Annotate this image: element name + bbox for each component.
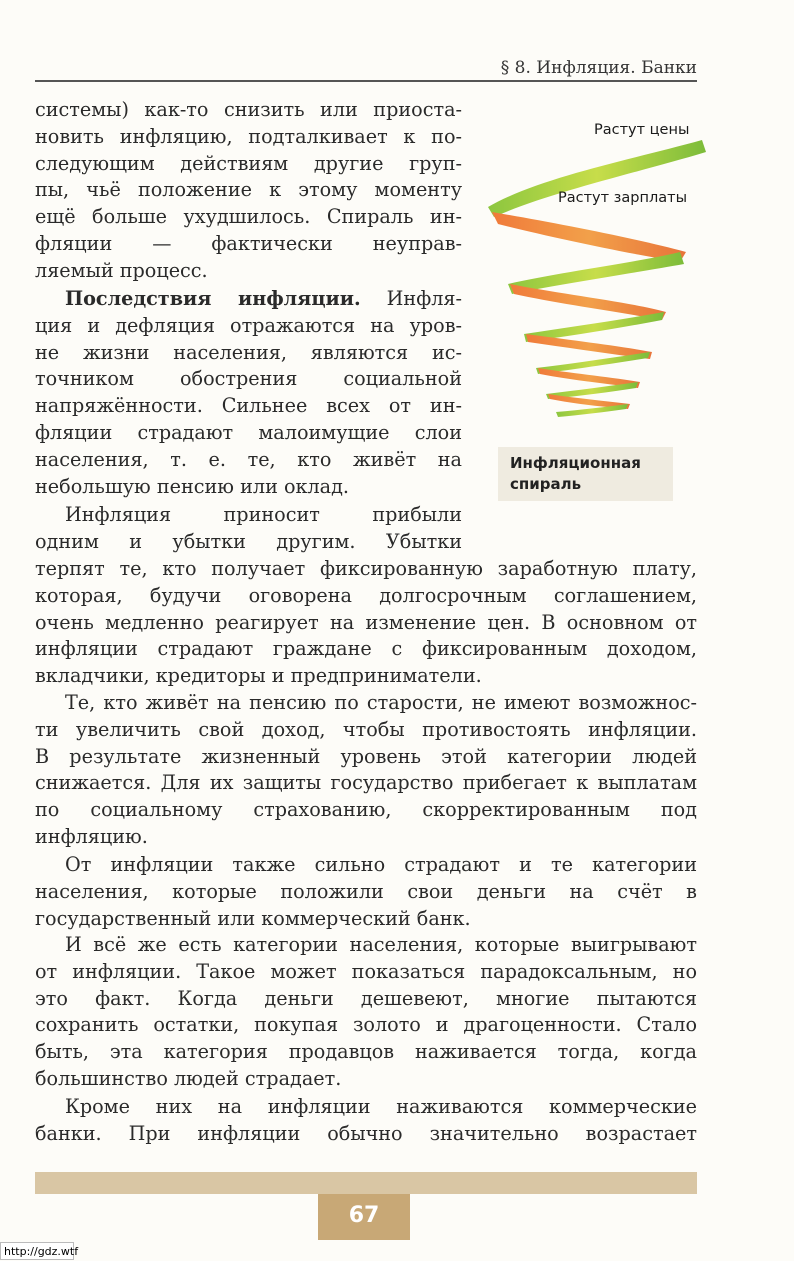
text-line: пы, чьё положение к этому моменту	[35, 178, 462, 202]
spiral-band-green	[508, 252, 684, 294]
text-span: Инфля-	[386, 287, 462, 310]
text-line: это факт. Когда деньги дешевеют, многие пытаются	[35, 986, 697, 1010]
paragraph-6	[35, 932, 697, 1093]
figure-caption	[510, 453, 680, 495]
text-line: инфляции страдают граждане с фиксированным доходом,	[35, 637, 697, 661]
spiral-band-orange	[492, 212, 686, 262]
text-line: не жизни населения, являются ис-	[35, 340, 462, 364]
paragraph-4	[35, 690, 697, 851]
text-line: новить инфляцию, подталкивает к по-	[35, 124, 462, 148]
page-number: 67	[348, 1203, 380, 1228]
text-line: точником обострения социальной	[35, 367, 462, 391]
text-line: большинство людей страдает.	[35, 1066, 342, 1090]
text-line: очень медленно реагирует на изменение цен. В основном от	[35, 610, 697, 634]
text-line: населения, т. е. те, кто живёт на	[35, 447, 462, 471]
caption-line: Инфляционная	[510, 454, 641, 472]
text-line: от инфляции. Такое может показаться парадоксальным, но	[35, 959, 697, 983]
label-wages: Растут зарплаты	[558, 190, 688, 206]
paragraph-1	[35, 97, 462, 285]
caption-line: спираль	[510, 475, 582, 493]
paragraph-5	[35, 852, 697, 932]
page-header: § 8. Инфляция. Банки	[500, 58, 697, 78]
text-line: небольшую пенсию или оклад.	[35, 474, 350, 498]
text-line: ляемый процесс.	[35, 258, 208, 282]
text-line: быть, эта категория продавцов наживается тогда, когда	[35, 1040, 697, 1064]
text-line: ти увеличить свой доход, чтобы противостоять инфляции.	[35, 717, 697, 741]
text-line: системы) как-то снизить или приоста-	[35, 98, 462, 121]
paragraph-2	[35, 286, 462, 500]
spiral-band-green	[556, 404, 628, 417]
text-line: фляции — фактически неуправ-	[35, 231, 462, 255]
text-line: вкладчики, кредиторы и предприниматели.	[35, 664, 482, 688]
footer-band	[35, 1172, 697, 1194]
watermark-link[interactable]: http://gdz.wtf	[0, 1242, 74, 1260]
text-line: населения, которые положили свои деньги на счёт в	[35, 879, 697, 903]
label-prices: Растут цены	[594, 122, 690, 138]
text-line: государственный или коммерческий банк.	[35, 906, 471, 930]
text-line: следующим действиям другие груп-	[35, 151, 462, 175]
text-line	[35, 286, 462, 313]
paragraph-heading: Последствия инфляции.	[65, 287, 361, 310]
text-line: фляции страдают малоимущие слои	[35, 420, 462, 444]
text-line: сохранить остатки, покупая золото и драгоценности. Стало	[35, 1013, 697, 1037]
text-line: терпят те, кто получает фиксированную заработную плату,	[35, 557, 697, 580]
text-line: ещё больше ухудшилось. Спираль ин-	[35, 205, 462, 229]
text-line: которая, будучи оговорена долгосрочным соглашением,	[35, 583, 697, 607]
text-line: одним и убытки другим. Убытки	[35, 529, 462, 553]
header-rule	[35, 80, 697, 82]
paragraph-3-wide	[35, 556, 697, 690]
text-line: Те, кто живёт на пенсию по старости, не имеют возможнос-	[65, 691, 697, 714]
text-line: напряжённости. Сильнее всех от ин-	[35, 394, 462, 418]
inflation-spiral-figure	[480, 112, 710, 432]
text-line: В результате жизненный уровень этой категории людей	[35, 744, 697, 768]
spiral-band-orange	[510, 284, 666, 320]
text-line: банки. При инфляции обычно значительно возрастает	[35, 1121, 697, 1145]
text-line: И всё же есть категории населения, которые выигрывают	[65, 933, 697, 956]
text-line: снижается. Для их защиты государство прибегает к выплатам	[35, 771, 697, 795]
paragraph-7	[35, 1094, 697, 1148]
text-line: От инфляции также сильно страдают и те категории	[65, 853, 697, 876]
spiral-graphic	[480, 112, 710, 432]
text-line: Инфляция приносит прибыли	[65, 503, 462, 526]
text-line: ция и дефляция отражаются на уров-	[35, 313, 462, 337]
text-line: инфляцию.	[35, 824, 148, 848]
text-line: по социальному страхованию, скорректированным под	[35, 798, 697, 822]
paragraph-3-narrow	[35, 502, 462, 556]
text-line: Кроме них на инфляции наживаются коммерческие	[65, 1095, 697, 1118]
